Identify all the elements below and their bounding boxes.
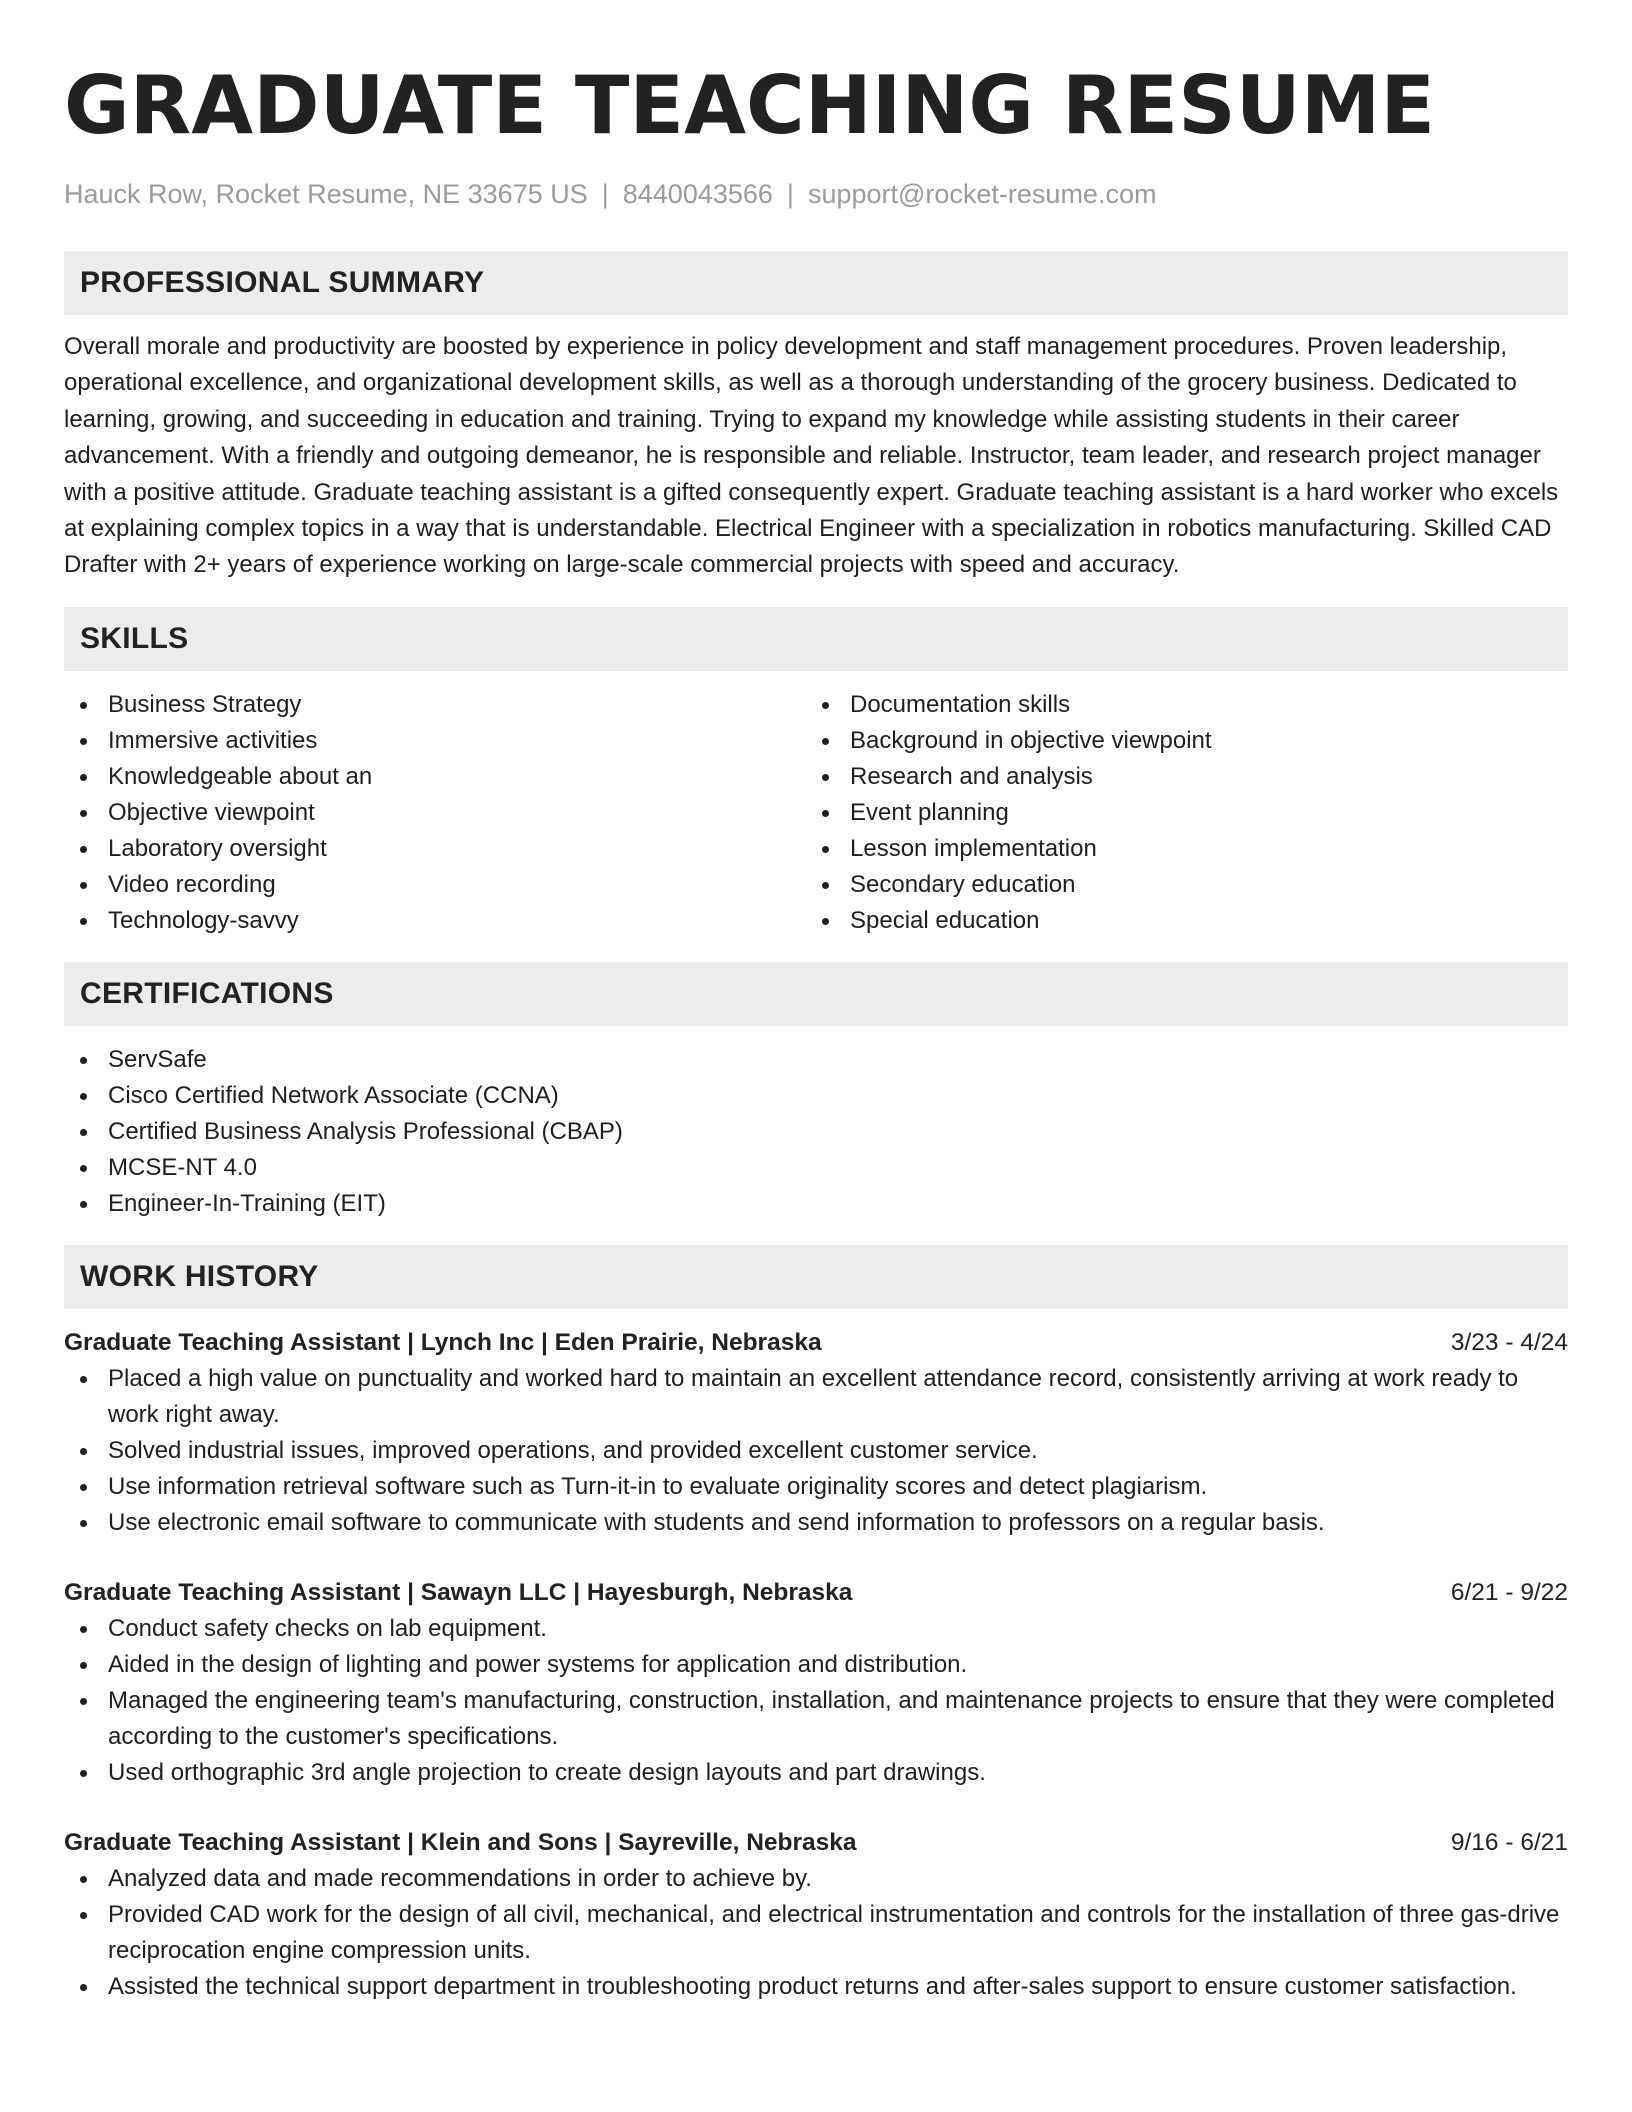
job-title: Graduate Teaching Assistant | Lynch Inc | Eden Prairie, Nebraska bbox=[64, 1328, 822, 1356]
skill-item: Video recording bbox=[64, 867, 806, 903]
bullet-icon bbox=[80, 1662, 87, 1669]
job-dates: 6/21 - 9/22 bbox=[1450, 1578, 1568, 1606]
contact-separator: | bbox=[786, 179, 794, 209]
bullet-icon bbox=[822, 810, 829, 817]
bullet-icon bbox=[80, 882, 87, 889]
bullet-icon bbox=[80, 1165, 87, 1172]
bullet-icon bbox=[822, 738, 829, 745]
summary-heading: PROFESSIONAL SUMMARY bbox=[64, 251, 1568, 315]
duty-item: Use information retrieval software such as Turn-it-in to evaluate originality scores and detect plagiarism. bbox=[64, 1469, 1568, 1505]
bullet-icon bbox=[80, 1698, 87, 1705]
job-entry bbox=[64, 1825, 1568, 2005]
bullet-icon bbox=[80, 1984, 87, 1991]
job-entry bbox=[64, 1325, 1568, 1541]
duty-item: Used orthographic 3rd angle projection to create design layouts and part drawings. bbox=[64, 1755, 1568, 1791]
contact-phone: 8440043566 bbox=[622, 179, 773, 209]
certification-item: Certified Business Analysis Professional (CBAP) bbox=[64, 1114, 1568, 1150]
duty-item: Placed a high value on punctuality and worked hard to maintain an excellent attendance record, consistently arriving at work ready to work right away. bbox=[64, 1361, 1568, 1433]
contact-email: support@rocket-resume.com bbox=[807, 179, 1157, 209]
bullet-icon bbox=[822, 846, 829, 853]
bullet-icon bbox=[80, 702, 87, 709]
bullet-icon bbox=[80, 1057, 87, 1064]
certification-item: MCSE-NT 4.0 bbox=[64, 1150, 1568, 1186]
job-title: Graduate Teaching Assistant | Sawayn LLC | Hayesburgh, Nebraska bbox=[64, 1578, 853, 1606]
skill-item: Objective viewpoint bbox=[64, 795, 806, 831]
bullet-icon bbox=[80, 1093, 87, 1100]
skill-item: Immersive activities bbox=[64, 723, 806, 759]
job-duties bbox=[64, 1861, 1568, 2005]
bullet-icon bbox=[822, 882, 829, 889]
bullet-icon bbox=[80, 1876, 87, 1883]
duty-item: Solved industrial issues, improved operations, and provided excellent customer service. bbox=[64, 1433, 1568, 1469]
bullet-icon bbox=[80, 738, 87, 745]
contact-separator: | bbox=[601, 179, 609, 209]
skill-item: Business Strategy bbox=[64, 687, 806, 723]
bullet-icon bbox=[822, 774, 829, 781]
skill-item: Technology-savvy bbox=[64, 903, 806, 939]
job-entry bbox=[64, 1575, 1568, 1791]
duty-item: Aided in the design of lighting and power systems for application and distribution. bbox=[64, 1647, 1568, 1683]
skills-heading: SKILLS bbox=[64, 607, 1568, 671]
skill-item: Knowledgeable about an bbox=[64, 759, 806, 795]
duty-item: Conduct safety checks on lab equipment. bbox=[64, 1611, 1568, 1647]
duty-item: Analyzed data and made recommendations in order to achieve by. bbox=[64, 1861, 1568, 1897]
skill-item: Secondary education bbox=[806, 867, 1548, 903]
resume-page bbox=[64, 0, 1568, 2005]
duty-item: Provided CAD work for the design of all civil, mechanical, and electrical instrumentation and controls for the installation of three gas-drive reciprocation engine compression units. bbox=[64, 1897, 1568, 1969]
bullet-icon bbox=[80, 810, 87, 817]
certification-item: Cisco Certified Network Associate (CCNA) bbox=[64, 1078, 1568, 1114]
bullet-icon bbox=[80, 774, 87, 781]
job-header bbox=[64, 1325, 1568, 1361]
bullet-icon bbox=[80, 1626, 87, 1633]
job-header bbox=[64, 1825, 1568, 1861]
certifications-heading: CERTIFICATIONS bbox=[64, 962, 1568, 1026]
skill-item: Background in objective viewpoint bbox=[806, 723, 1548, 759]
bullet-icon bbox=[80, 846, 87, 853]
duty-item: Managed the engineering team's manufacturing, construction, installation, and maintenance projects to ensure that they were completed according to the customer's specifications. bbox=[64, 1683, 1568, 1755]
bullet-icon bbox=[80, 918, 87, 925]
duty-item: Use electronic email software to communicate with students and send information to professors on a regular basis. bbox=[64, 1505, 1568, 1541]
bullet-icon bbox=[80, 1201, 87, 1208]
job-header bbox=[64, 1575, 1568, 1611]
resume-title: GRADUATE TEACHING RESUME bbox=[64, 59, 1435, 152]
bullet-icon bbox=[80, 1770, 87, 1777]
skill-item: Event planning bbox=[806, 795, 1548, 831]
bullet-icon bbox=[80, 1912, 87, 1919]
job-title: Graduate Teaching Assistant | Klein and Sons | Sayreville, Nebraska bbox=[64, 1828, 857, 1856]
job-duties bbox=[64, 1361, 1568, 1541]
skill-item: Lesson implementation bbox=[806, 831, 1548, 867]
certification-item: ServSafe bbox=[64, 1042, 1568, 1078]
bullet-icon bbox=[80, 1376, 87, 1383]
bullet-icon bbox=[80, 1520, 87, 1527]
job-dates: 3/23 - 4/24 bbox=[1450, 1328, 1568, 1356]
work-history-heading: WORK HISTORY bbox=[64, 1245, 1568, 1309]
bullet-icon bbox=[80, 1448, 87, 1455]
certifications-list bbox=[64, 1042, 1568, 1222]
duty-item: Assisted the technical support department in troubleshooting product returns and after-sales support to ensure customer satisfaction. bbox=[64, 1969, 1568, 2005]
bullet-icon bbox=[822, 918, 829, 925]
contact-address: Hauck Row, Rocket Resume, NE 33675 US bbox=[64, 179, 588, 209]
bullet-icon bbox=[822, 702, 829, 709]
bullet-icon bbox=[80, 1129, 87, 1136]
skills-column-left bbox=[64, 687, 806, 939]
summary-text: Overall morale and productivity are boosted by experience in policy development and staff management procedures. Proven leadership, operational excellence, and organizational development skills, as well as a thorough understanding of the grocery business. Dedicated to learning, growing, and succeeding in education and training. Trying to expand my knowledge while assisting students in their career advancement. With a friendly and outgoing demeanor, he is responsible and reliable. Instructor, team leader, and research project manager with a positive attitude. Graduate teaching assistant is a gifted consequently expert. Graduate teaching assistant is a hard worker who excels at explaining complex topics in a way that is understandable. Electrical Engineer with a specialization in robotics manufacturing. Skilled CAD Drafter with 2+ years of experience working on large-scale commercial projects with speed and accuracy. bbox=[64, 333, 1559, 579]
job-dates: 9/16 - 6/21 bbox=[1450, 1828, 1568, 1856]
skill-item: Laboratory oversight bbox=[64, 831, 806, 867]
skill-item: Research and analysis bbox=[806, 759, 1548, 795]
skill-item: Special education bbox=[806, 903, 1548, 939]
contact-line bbox=[64, 176, 1568, 212]
job-duties bbox=[64, 1611, 1568, 1791]
certification-item: Engineer-In-Training (EIT) bbox=[64, 1186, 1568, 1222]
bullet-icon bbox=[80, 1484, 87, 1491]
skills-column-right bbox=[806, 687, 1548, 939]
skills-list bbox=[64, 687, 1568, 939]
skill-item: Documentation skills bbox=[806, 687, 1548, 723]
